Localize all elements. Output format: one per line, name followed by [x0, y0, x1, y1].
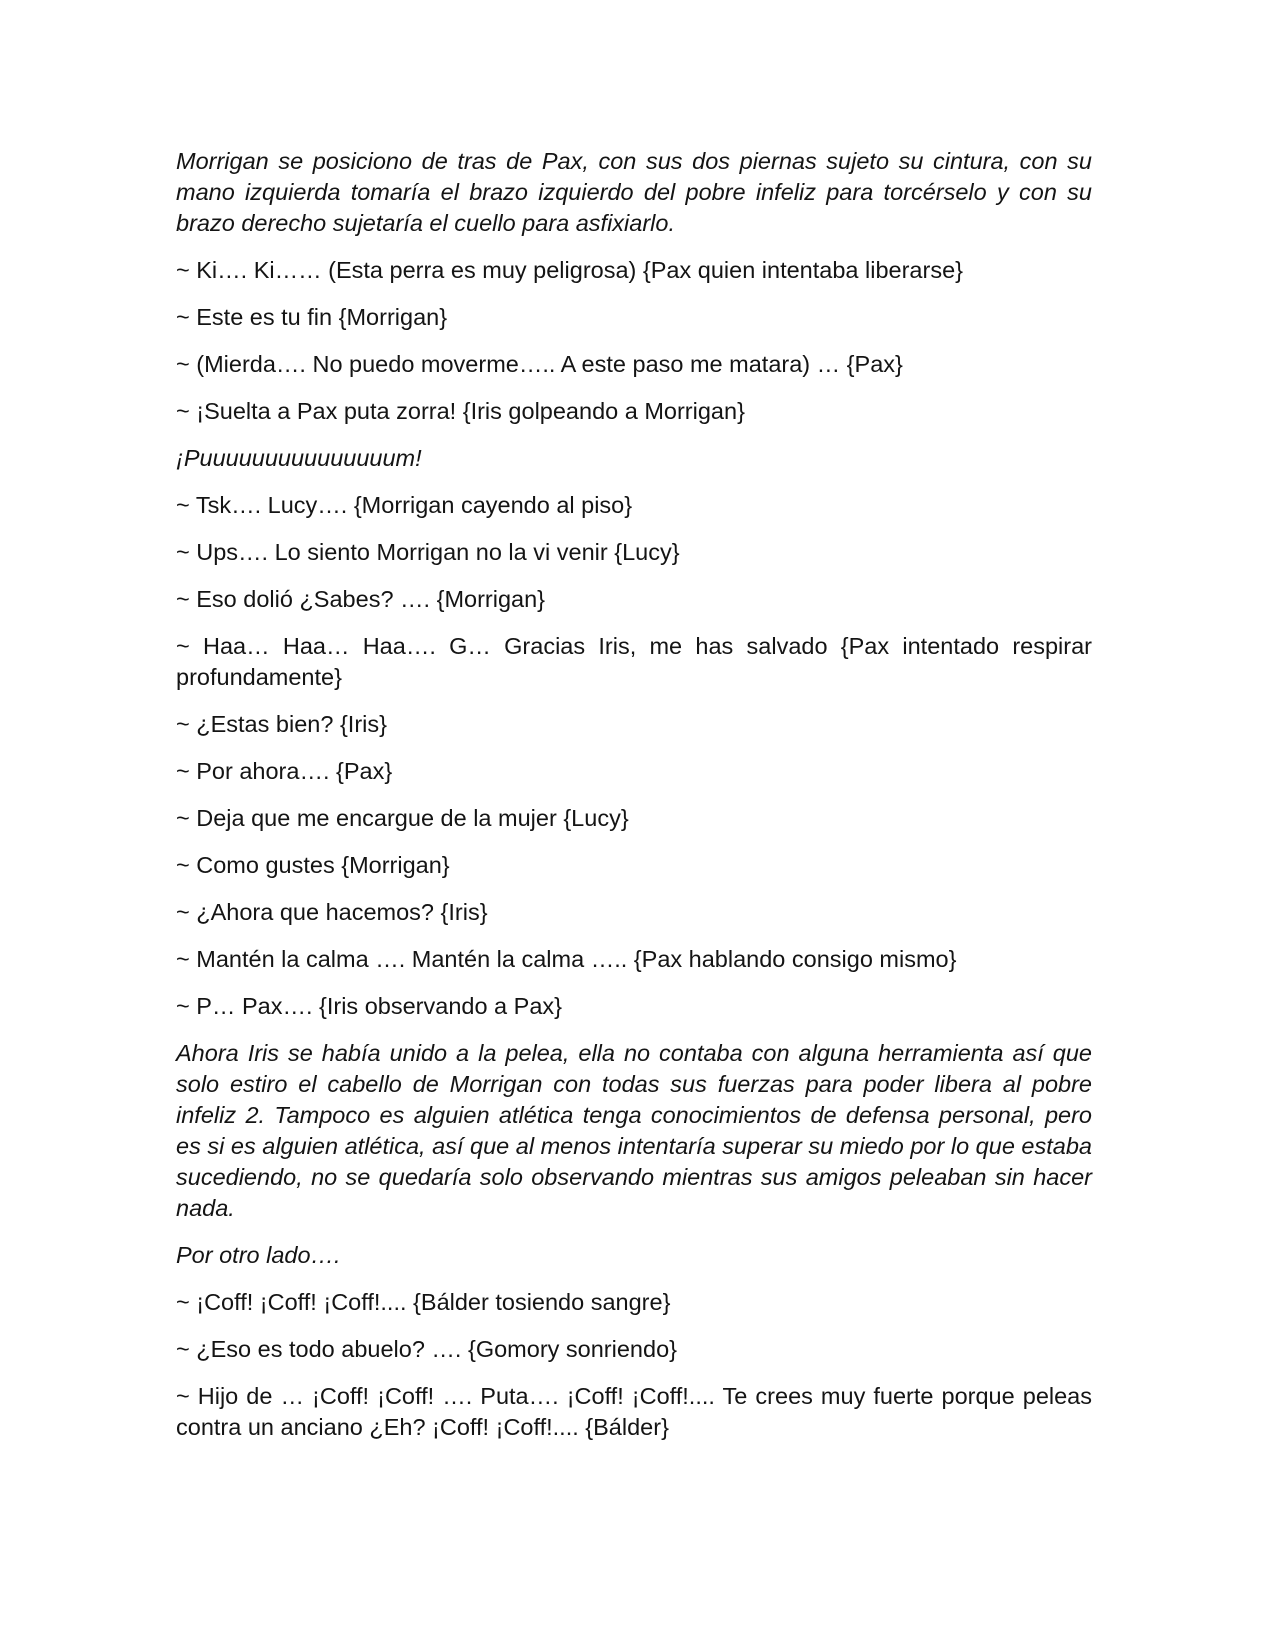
dialogue-line: ~ Por ahora…. {Pax}: [176, 758, 393, 784]
dialogue-line: ~ Ki…. Ki…… (Esta perra es muy peligrosa) {Pax quien intentaba liberarse}: [176, 257, 963, 283]
dialogue-line: ~ Haa… Haa… Haa…. G… Gracias Iris, me has salvado {Pax intentado respirar profundamente}: [176, 633, 1092, 690]
dialogue-line: ~ Deja que me encargue de la mujer {Lucy}: [176, 805, 629, 831]
dialogue-line: ~ (Mierda…. No puedo moverme….. A este paso me matara) … {Pax}: [176, 351, 903, 377]
dialogue-line: ~ Mantén la calma …. Mantén la calma ….. {Pax hablando consigo mismo}: [176, 946, 957, 972]
dialogue-line: ~ ¿Eso es todo abuelo? …. {Gomory sonriendo}: [176, 1336, 677, 1362]
sound-effect: ¡Puuuuuuuuuuuuuuum!: [176, 445, 422, 471]
dialogue-line: ~ Como gustes {Morrigan}: [176, 852, 450, 878]
narration-paragraph: Ahora Iris se había unido a la pelea, ella no contaba con alguna herramienta así que solo estiro el cabello de Morrigan con todas sus fuerzas para poder libera al pobre infeliz 2. Tampoco es alguien atlética tenga conocimientos de defensa personal, pero es si es alguien atlética, así que al menos intentaría superar su miedo por lo que estaba sucediendo, no se quedaría solo observando mientras sus amigos peleaban sin hacer nada.: [176, 1040, 1092, 1221]
narration-paragraph: Morrigan se posiciono de tras de Pax, con sus dos piernas sujeto su cintura, con su mano izquierda tomaría el brazo izquierdo del pobre infeliz para torcérselo y con su brazo derecho sujetaría el cuello para asfixiarlo.: [176, 148, 1092, 236]
dialogue-line: ~ Eso dolió ¿Sabes? …. {Morrigan}: [176, 586, 546, 612]
dialogue-line: ~ ¡Coff! ¡Coff! ¡Coff!.... {Bálder tosiendo sangre}: [176, 1289, 671, 1315]
dialogue-line: ~ ¡Suelta a Pax puta zorra! {Iris golpeando a Morrigan}: [176, 398, 745, 424]
dialogue-line: ~ ¿Estas bien? {Iris}: [176, 711, 387, 737]
document-page: [176, 146, 1092, 1443]
dialogue-line: ~ ¿Ahora que hacemos? {Iris}: [176, 899, 488, 925]
narration-paragraph: Por otro lado….: [176, 1242, 341, 1268]
dialogue-line: ~ P… Pax…. {Iris observando a Pax}: [176, 993, 562, 1019]
dialogue-line: ~ Tsk…. Lucy…. {Morrigan cayendo al piso}: [176, 492, 633, 518]
dialogue-line: ~ Este es tu fin {Morrigan}: [176, 304, 448, 330]
dialogue-line: ~ Hijo de … ¡Coff! ¡Coff! …. Puta…. ¡Coff! ¡Coff!.... Te crees muy fuerte porque peleas contra un anciano ¿Eh? ¡Coff! ¡Coff!.... {Bálder}: [176, 1383, 1092, 1440]
dialogue-line: ~ Ups…. Lo siento Morrigan no la vi venir {Lucy}: [176, 539, 680, 565]
